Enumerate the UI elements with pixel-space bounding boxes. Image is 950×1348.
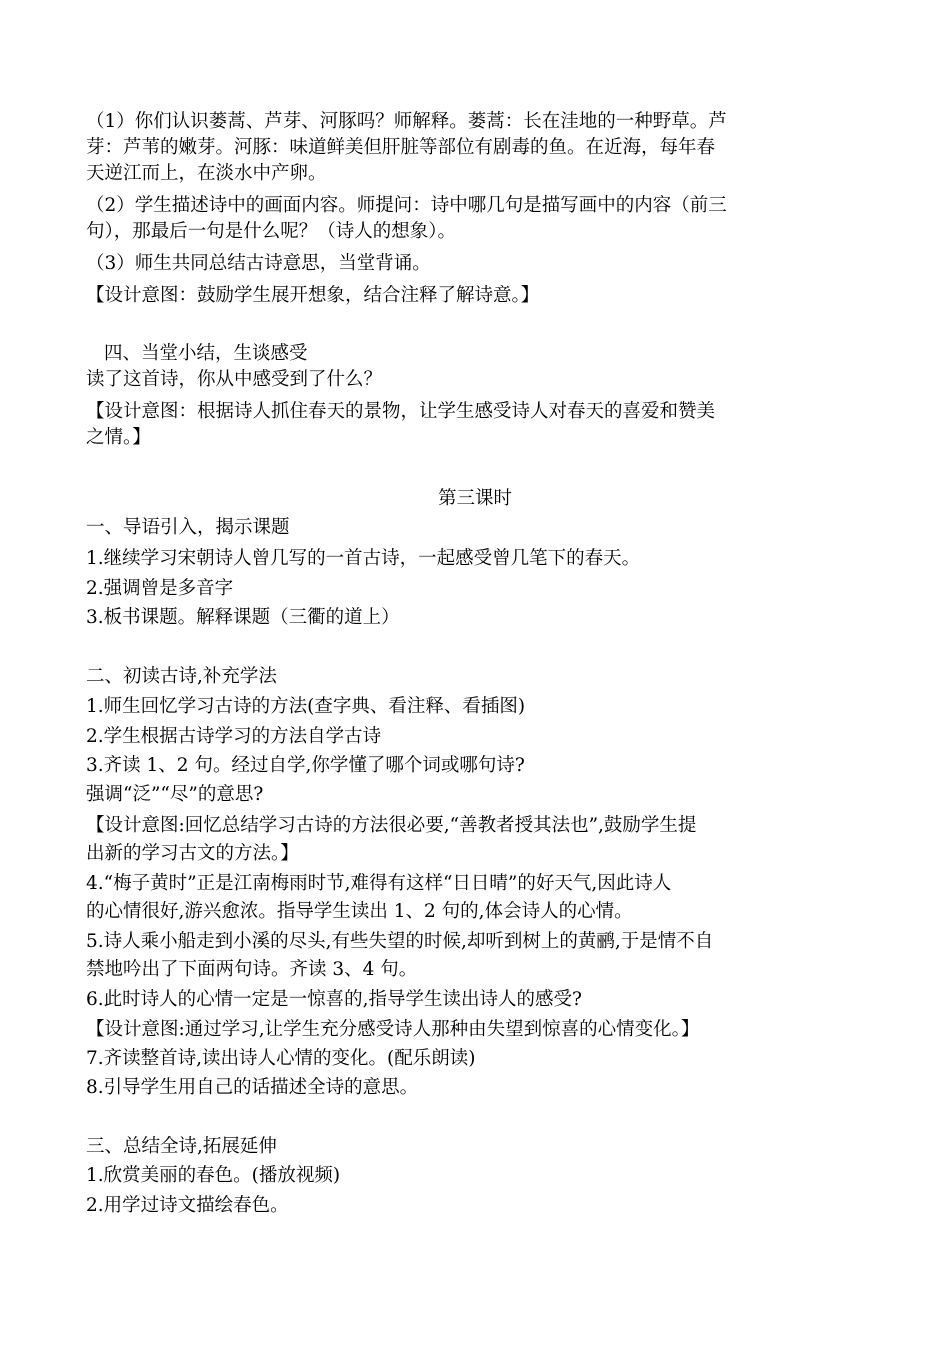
lesson-title: 第三课时 xyxy=(437,488,512,509)
design-intent-note: 【设计意图：鼓励学生展开想象，结合注释了解诗意。】 xyxy=(86,285,540,306)
list-item: 4.“梅子黄时”正是江南梅雨时节,难得有这样“日日晴”的好天气,因此诗人 xyxy=(86,873,672,894)
paragraph-line: （3）师生共同总结古诗意思，当堂背诵。 xyxy=(86,253,431,274)
paragraph-line: 强调“泛”“尽”的意思? xyxy=(86,784,264,805)
list-item: 7.齐读整首诗,读出诗人心情的变化。(配乐朗读) xyxy=(86,1048,476,1069)
list-item: 3.齐读 1、2 句。经过自学,你学懂了哪个词或哪句诗? xyxy=(86,755,525,776)
list-item: 2.用学过诗文描绘春色。 xyxy=(86,1195,289,1216)
paragraph-line: 读了这首诗，你从中感受到了什么？ xyxy=(86,369,383,390)
paragraph-line: 芽：芦苇的嫩芽。河豚：味道鲜美但肝脏等部位有剧毒的鱼。在近海，每年春 xyxy=(86,137,716,158)
section-heading: 二、初读古诗,补充学法 xyxy=(86,666,277,687)
design-intent-note: 出新的学习古文的方法。】 xyxy=(86,843,299,864)
list-item: 禁地吟出了下面两句诗。齐读 3、4 句。 xyxy=(86,959,418,980)
design-intent-note: 【设计意图:通过学习,让学生充分感受诗人那种由失望到惊喜的心情变化。】 xyxy=(86,1019,700,1040)
list-item: 2.学生根据古诗学习的方法自学古诗 xyxy=(86,726,382,747)
list-item: 2.强调曾是多音字 xyxy=(86,578,234,599)
design-intent-note: 【设计意图：根据诗人抓住春天的景物，让学生感受诗人对春天的喜爱和赞美 xyxy=(86,401,716,422)
list-item: 3.板书课题。解释课题（三衢的道上） xyxy=(86,607,400,628)
design-intent-note: 【设计意图:回忆总结学习古诗的方法很必要,“善教者授其法也”,鼓励学生提 xyxy=(86,815,697,836)
design-intent-note: 之情。】 xyxy=(86,427,151,448)
paragraph-line: （2）学生描述诗中的画面内容。师提问：诗中哪几句是描写画中的内容（前三 xyxy=(86,195,727,216)
list-item: 1.继续学习宋朝诗人曾几写的一首古诗，一起感受曾几笔下的春天。 xyxy=(86,548,641,569)
list-item: 6.此时诗人的心情一定是一惊喜的,指导学生读出诗人的感受? xyxy=(86,989,582,1010)
section-heading: 三、总结全诗,拓展延伸 xyxy=(86,1136,277,1157)
paragraph-line: （1）你们认识蒌蒿、芦芽、河豚吗？师解释。蒌蒿：长在洼地的一种野草。芦 xyxy=(86,111,727,132)
list-item: 8.引导学生用自己的话描述全诗的意思。 xyxy=(86,1077,419,1098)
list-item: 1.师生回忆学习古诗的方法(查字典、看注释、看插图) xyxy=(86,696,526,717)
paragraph-line: 句），那最后一句是什么呢？（诗人的想象）。 xyxy=(86,221,457,242)
list-item: 1.欣赏美丽的春色。(播放视频) xyxy=(86,1165,341,1186)
list-item: 5.诗人乘小船走到小溪的尽头,有些失望的时候,却听到树上的黄鹂,于是情不自 xyxy=(86,931,714,952)
section-heading: 四、当堂小结，生谈感受 xyxy=(104,343,308,364)
section-heading: 一、导语引入，揭示课题 xyxy=(86,517,290,538)
paragraph-line: 天逆江而上，在淡水中产卵。 xyxy=(86,163,327,184)
list-item: 的心情很好,游兴愈浓。指导学生读出 1、2 句的,体会诗人的心情。 xyxy=(86,901,633,922)
